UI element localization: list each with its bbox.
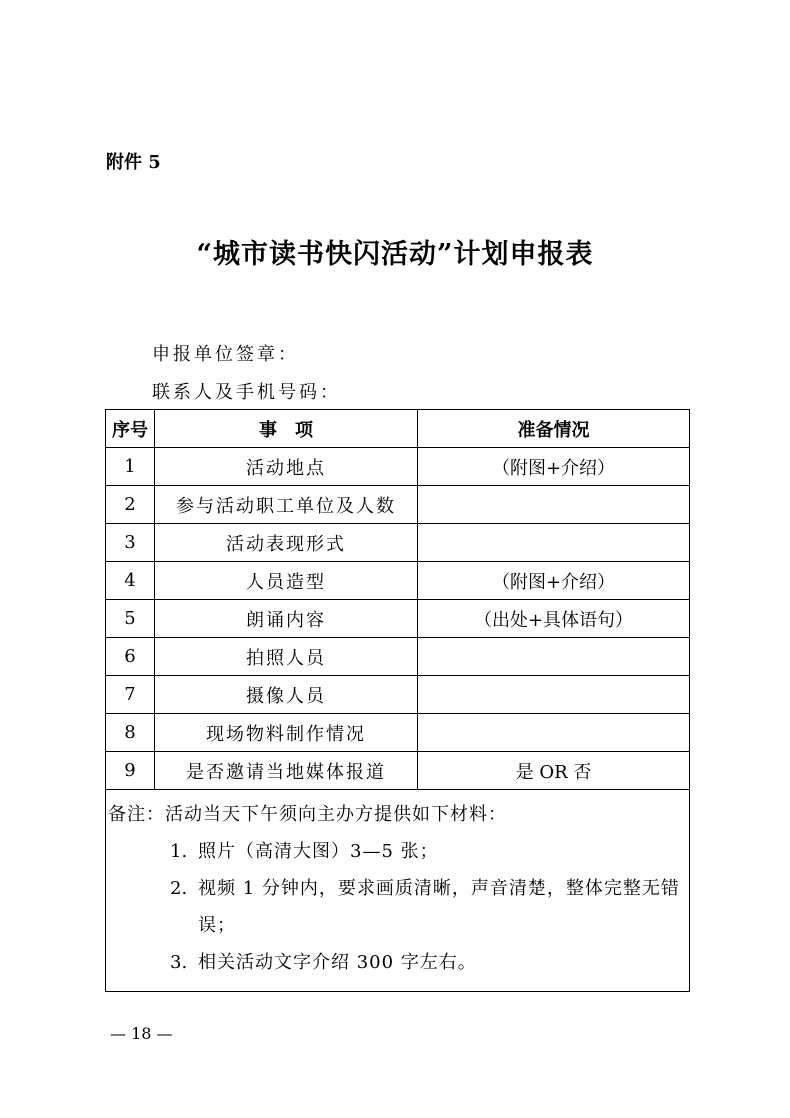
header-number: 序号: [106, 410, 155, 448]
row-number: 7: [106, 676, 155, 714]
row-item: 摄像人员: [155, 676, 418, 714]
page-number: — 18 —: [110, 1024, 173, 1043]
note-item: [108, 870, 689, 944]
table-row: [106, 752, 690, 790]
row-status: （附图+介绍）: [418, 562, 690, 600]
row-item: 参与活动职工单位及人数: [155, 486, 418, 524]
contact-field: 联系人及手机号码：: [152, 382, 341, 403]
row-status: [418, 638, 690, 676]
row-item: 是否邀请当地媒体报道: [155, 752, 418, 790]
table-row: [106, 676, 690, 714]
note-item: [108, 944, 689, 981]
row-item: 活动表现形式: [155, 524, 418, 562]
row-number: 5: [106, 600, 155, 638]
row-item: 朗诵内容: [155, 600, 418, 638]
document-title: “城市读书快闪活动”计划申报表: [196, 239, 594, 270]
row-number: 4: [106, 562, 155, 600]
row-status: [418, 676, 690, 714]
notes-cell: [106, 790, 690, 992]
row-item: 人员造型: [155, 562, 418, 600]
row-number: 1: [106, 448, 155, 486]
table-row: [106, 714, 690, 752]
row-item: 活动地点: [155, 448, 418, 486]
row-number: 6: [106, 638, 155, 676]
row-status: [418, 524, 690, 562]
note-text: 相关活动文字介绍 300 字左右。: [198, 952, 477, 973]
table-row: [106, 600, 690, 638]
table-header-row: [106, 410, 690, 448]
header-item: 事 项: [155, 410, 418, 448]
attachment-label: 附件 5: [106, 152, 161, 173]
row-item: 现场物料制作情况: [155, 714, 418, 752]
row-item: 拍照人员: [155, 638, 418, 676]
row-number: 3: [106, 524, 155, 562]
unit-seal-field: 申报单位签章：: [152, 344, 299, 365]
row-number: 8: [106, 714, 155, 752]
row-number: 2: [106, 486, 155, 524]
note-text: 视频 1 分钟内，要求画质清晰，声音清楚，整体完整无错误；: [198, 878, 680, 936]
row-status: （出处+具体语句）: [418, 600, 690, 638]
row-status: [418, 714, 690, 752]
table-row: [106, 448, 690, 486]
note-text: 照片（高清大图）3—5 张；: [198, 841, 439, 862]
application-table: [105, 409, 690, 992]
note-number: 3.: [170, 952, 188, 973]
row-status: （附图+介绍）: [418, 448, 690, 486]
notes-intro: 备注：活动当天下午须向主办方提供如下材料：: [108, 804, 507, 825]
table-row: [106, 562, 690, 600]
notes-row: [106, 790, 690, 992]
row-status: [418, 486, 690, 524]
table-row: [106, 638, 690, 676]
row-number: 9: [106, 752, 155, 790]
table-row: [106, 486, 690, 524]
header-status: 准备情况: [418, 410, 690, 448]
note-number: 2.: [170, 878, 188, 899]
note-number: 1.: [170, 841, 188, 862]
table-row: [106, 524, 690, 562]
note-item: [108, 833, 689, 870]
row-status: 是 OR 否: [418, 752, 690, 790]
